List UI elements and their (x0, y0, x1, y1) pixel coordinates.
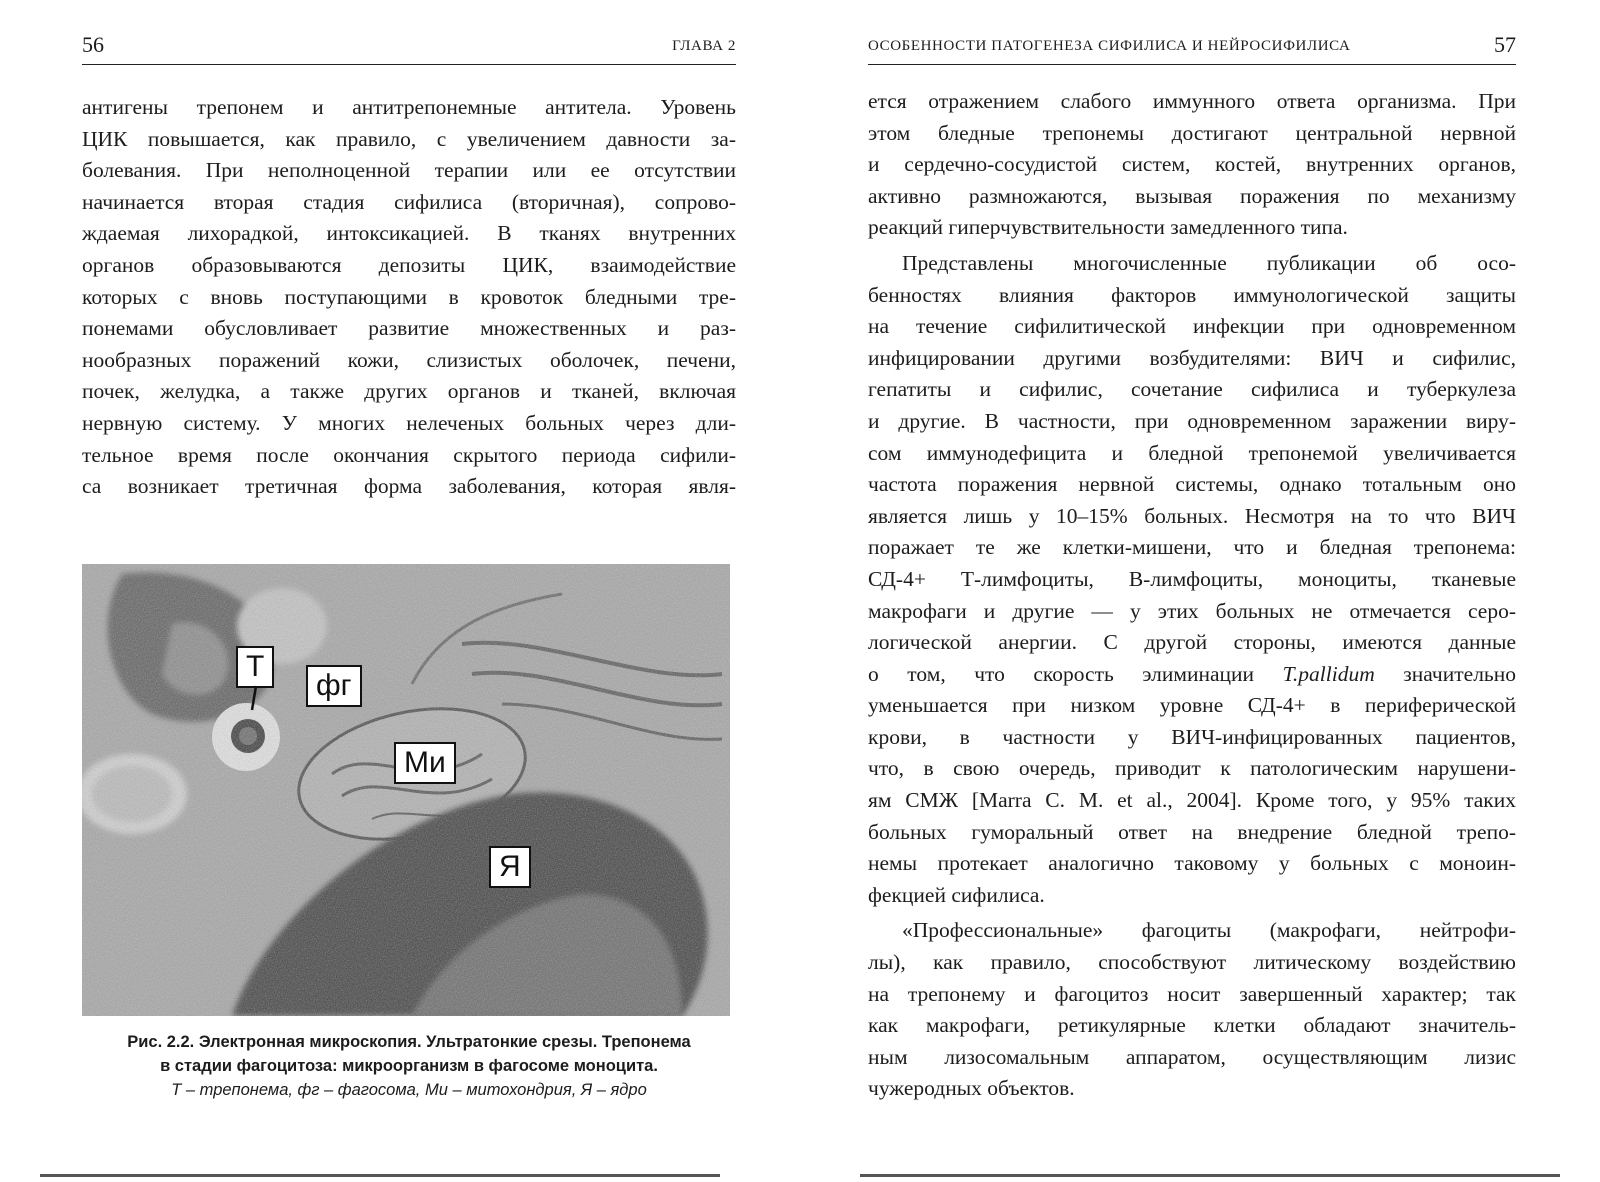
text-line: немы протекает аналогично таковому у больных с моноин- (868, 851, 1516, 876)
running-head: ОСОБЕННОСТИ ПАТОГЕНЕЗА СИФИЛИСА И НЕЙРОСИФИЛИСА (868, 38, 1351, 54)
page-header (82, 30, 736, 65)
page-number: 57 (1494, 32, 1516, 57)
text-line: макрофаги и другие — у этих больных не отмечается серо- (868, 598, 1516, 623)
text-line: частота поражения нервной системы, однако тотальным оно (868, 472, 1516, 497)
text-line: и другие. В частности, при одновременном заражении виру- (868, 408, 1516, 433)
text-line: нервную систему. У многих нелеченых больных через дли- (82, 410, 736, 435)
text-line: са возникает третичная форма заболевания, которая явля- (82, 474, 736, 499)
page-number: 56 (82, 32, 104, 57)
italic-term: T.pallidum (1282, 661, 1375, 686)
text-line: которых с вновь поступающими в кровоток бледными тре- (82, 284, 736, 309)
text-line: и сердечно-сосудистой систем, костей, внутренних органов, (868, 152, 1516, 177)
text-line: как макрофаги, ретикулярные клетки обладают значитель- (868, 1013, 1516, 1038)
label-treponema: Т (236, 646, 274, 688)
body-text (868, 86, 1516, 1105)
label-pointer-lines (82, 564, 730, 1016)
text-line: нообразных поражений кожи, слизистых оболочек, печени, (82, 347, 736, 372)
footer-rule (40, 1174, 720, 1177)
text-line: чужеродных объектов. (868, 1076, 1075, 1101)
text-line: сом иммунодефицита и бледной трепонемой увеличивается (868, 440, 1516, 465)
label-nucleus: Я (489, 846, 531, 888)
text-line: поражает те же клетки-мишени, что и бледная трепонема: (868, 535, 1516, 560)
label-mitochondrion: Ми (394, 742, 456, 784)
text-line: СД-4+ Т-лимфоциты, В-лимфоциты, моноциты, тканевые (868, 566, 1516, 591)
caption-title-line-1: Рис. 2.2. Электронная микроскопия. Ультратонкие срезы. Трепонема (127, 1033, 691, 1051)
text-line: крови, в частности у ВИЧ-инфицированных пациентов, (868, 724, 1516, 749)
text-line: является лишь у 10–15% больных. Несмотря на то что ВИЧ (868, 503, 1516, 528)
page-header (868, 30, 1516, 65)
text-line: уменьшается при низком уровне СД-4+ в периферической (868, 693, 1516, 718)
text-line: на трепонему и фагоцитоз носит завершенный характер; так (868, 981, 1516, 1006)
label-phagosome: фг (306, 665, 362, 707)
text-line: логической анергии. С другой стороны, имеются данные (868, 630, 1516, 655)
footer-rule (860, 1174, 1560, 1177)
text-line: тельное время после окончания скрытого периода сифили- (82, 442, 736, 467)
text-line: что, в свою очередь, приводит к патологическим нарушени- (868, 756, 1516, 781)
caption-legend: Т – трепонема, фг – фагосома, Ми – митохондрия, Я – ядро (171, 1081, 647, 1099)
body-text (82, 92, 736, 503)
right-page (800, 0, 1600, 1182)
text-line: почек, желудка, а также других органов и тканей, включая (82, 379, 736, 404)
text-line: ЦИК повышается, как правило, с увеличением давности за- (82, 126, 736, 151)
text-line: ным лизосомальным аппаратом, осуществляющим лизис (868, 1044, 1516, 1069)
micrograph-figure (82, 564, 730, 1016)
text-line: болевания. При неполноценной терапии или ее отсутствии (82, 158, 736, 183)
text-line: больных гуморальный ответ на внедрение бледной трепо- (868, 819, 1516, 844)
text-line: антигены трепонем и антитрепонемные антитела. Уровень (82, 95, 736, 119)
text-line: бенностях влияния факторов иммунологической защиты (868, 282, 1516, 307)
caption-title-line-2: в стадии фагоцитоза: микроорганизм в фагосоме моноцита. (160, 1057, 658, 1075)
text-line: о том, что скорость элиминации T.pallidum значительно (868, 661, 1516, 686)
text-line: Представлены многочисленные публикации об осо- (902, 250, 1516, 275)
text-line: органов образовываются депозиты ЦИК, взаимодействие (82, 252, 736, 277)
text-line: инфицировании другими возбудителями: ВИЧ и сифилис, (868, 345, 1516, 370)
text-line: лы), как правило, способствуют литическому воздействию (868, 950, 1516, 975)
text-line: ется отражением слабого иммунного ответа организма. При (868, 89, 1516, 113)
text-line: начинается вторая стадия сифилиса (вторичная), сопрово- (82, 189, 736, 214)
text-line: ждаемая лихорадкой, интоксикацией. В тканях внутренних (82, 221, 736, 246)
running-head: ГЛАВА 2 (672, 38, 736, 54)
text-line: фекцией сифилиса. (868, 882, 1045, 907)
text-line: на течение сифилитической инфекции при одновременном (868, 314, 1516, 339)
text-line: реакций гиперчувствительности замедленного типа. (868, 215, 1348, 240)
text-line: этом бледные трепонемы достигают центральной нервной (868, 120, 1516, 145)
figure-caption (82, 1030, 736, 1102)
text-line: активно размножаются, вызывая поражения по механизму (868, 183, 1516, 208)
text-line: ям СМЖ [Marra C. M. et al., 2004]. Кроме того, у 95% таких (868, 788, 1516, 813)
text-line: «Профессиональные» фагоциты (макрофаги, нейтрофи- (902, 918, 1516, 943)
text-line: гепатиты и сифилис, сочетание сифилиса и туберкулеза (868, 377, 1516, 402)
text-line: понемами обусловливает развитие множественных и раз- (82, 316, 736, 341)
